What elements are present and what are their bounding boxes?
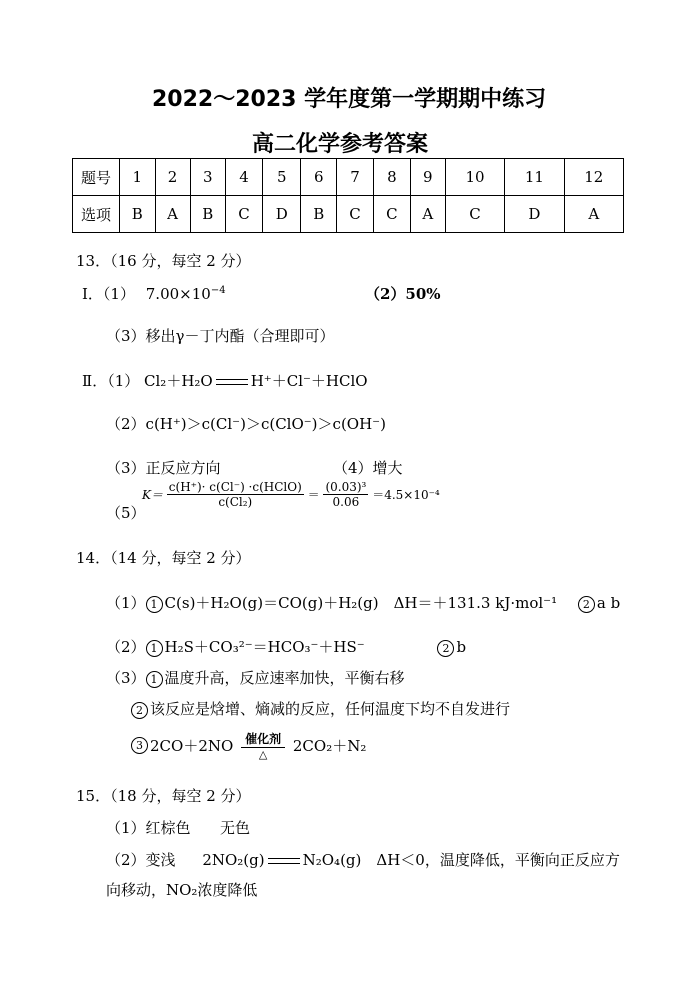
table-cell: D	[262, 196, 301, 233]
q14-header: 14．（14 分，每空 2 分）	[76, 549, 251, 567]
q13-ii5-label: （5）	[106, 504, 146, 522]
equilibrium-arrow-icon	[268, 854, 300, 868]
table-row	[73, 159, 624, 196]
q15-p1b: 无色	[220, 819, 251, 837]
q14-p3-1	[106, 667, 405, 688]
k-value-denominator: 0.06	[332, 495, 360, 509]
q14-p2-answer2: b	[456, 638, 467, 656]
circled-number-icon: 1	[146, 596, 163, 613]
q13-i1-value: 7.00×10	[145, 285, 211, 303]
q15-p2	[106, 849, 620, 870]
k-denominator: c(Cl₂)	[218, 495, 253, 509]
table-row	[73, 196, 624, 233]
q13-i-label: Ⅰ．（1）	[82, 285, 135, 303]
q13-ii1	[82, 370, 368, 391]
q13-i3: （3）移出γ－丁内酯（合理即可）	[106, 327, 335, 345]
table-cell: 5	[262, 159, 301, 196]
q14-p1	[106, 592, 620, 613]
q14-p3-answer1: 温度升高，反应速率加快，平衡右移	[164, 669, 405, 687]
answer-table	[72, 158, 624, 233]
q13-ii-label: Ⅱ．（1）	[82, 372, 140, 390]
k-value-numerator: (0.03)³	[325, 480, 367, 494]
q15-p2-label: （2）变浅	[106, 851, 176, 869]
k-result: ＝4.5×10⁻⁴	[372, 488, 440, 502]
table-cell: A	[564, 196, 623, 233]
circled-number-icon: 2	[578, 596, 595, 613]
table-cell: 10	[445, 159, 504, 196]
q14-p3-right: 2CO₂＋N₂	[292, 737, 367, 755]
circled-number-icon: 2	[437, 640, 454, 657]
table-cell: B	[190, 196, 226, 233]
k-value-fraction	[323, 480, 368, 509]
q14-p3-3	[131, 730, 366, 761]
table-cell: 2	[155, 159, 190, 196]
q13-ii1-left: Cl₂＋H₂O	[144, 372, 213, 390]
table-cell: D	[505, 196, 564, 233]
q13-i1-exponent: −4	[210, 285, 226, 296]
table-cell: B	[120, 196, 156, 233]
q14-p1-label: （1）	[106, 594, 146, 612]
q13-i2: （2）50%	[365, 285, 441, 303]
q13-ii4: （4）增大	[333, 459, 403, 477]
q14-p3-2	[131, 698, 510, 719]
circled-number-icon: 1	[146, 640, 163, 657]
q15-header: 15．（18 分，每空 2 分）	[76, 787, 251, 805]
table-cell: C	[445, 196, 504, 233]
q14-p3-label: （3）	[106, 669, 146, 687]
table-cell: 3	[190, 159, 226, 196]
q13-ii3: （3）正反应方向	[106, 459, 221, 477]
table-cell: C	[226, 196, 263, 233]
table-cell: B	[301, 196, 337, 233]
q14-p2-label: （2）	[106, 638, 146, 656]
circled-number-icon: 2	[131, 702, 148, 719]
equilibrium-constant-formula: K＝ $\frac{\text{c(H⁺)· c(Cl⁻) ·c(HClO)}}{\text{c(Cl₂)}}$ ＝ $\frac{\text{(0.03)³}}{0.06}$ ＝4.5×10⁻⁴	[142, 480, 440, 509]
table-cell: 8	[373, 159, 410, 196]
table-cell: 12	[564, 159, 623, 196]
circled-number-icon: 1	[146, 671, 163, 688]
q15-p2-left: 2NO₂(g)	[202, 851, 265, 869]
row-label: 选项	[73, 196, 120, 233]
page-subtitle: 高二化学参考答案	[252, 132, 429, 157]
q14-p2-equation: H₂S＋CO₃²⁻＝HCO₃⁻＋HS⁻	[164, 638, 365, 656]
catalyst-condition	[241, 730, 285, 761]
q14-p3-answer2: 该反应是焓增、熵减的反应，任何温度下均不自发进行	[150, 700, 511, 718]
q13-header: 13．（16 分，每空 2 分）	[76, 252, 251, 270]
q14-p1-equation: C(s)＋H₂O(g)＝CO(g)＋H₂(g) ΔH＝＋131.3 kJ·mol⁻¹	[164, 594, 558, 612]
table-cell: 4	[226, 159, 263, 196]
k-fraction	[167, 480, 304, 509]
q14-p2	[106, 636, 466, 657]
table-cell: 9	[410, 159, 445, 196]
q14-p3-left: 2CO＋2NO	[150, 737, 234, 755]
table-cell: A	[155, 196, 190, 233]
table-cell: 11	[505, 159, 564, 196]
table-cell: 6	[301, 159, 337, 196]
table-cell: A	[410, 196, 445, 233]
catalyst-label: 催化剂	[241, 730, 285, 748]
k-numerator: c(H⁺)· c(Cl⁻) ·c(HClO)	[168, 480, 302, 494]
table-cell: C	[373, 196, 410, 233]
circled-number-icon: 3	[131, 737, 148, 754]
q13-ii2: （2）c(H⁺)＞c(Cl⁻)＞c(ClO⁻)＞c(OH⁻)	[106, 415, 386, 433]
equilibrium-arrow-icon	[216, 375, 248, 389]
q15-p2-cont: 向移动，NO₂浓度降低	[106, 881, 258, 899]
page-title: 2022～2023 学年度第一学期期中练习	[152, 87, 547, 112]
table-cell: C	[337, 196, 374, 233]
row-label: 题号	[73, 159, 120, 196]
q13-i1	[82, 283, 226, 304]
q14-p1-answer2: a b	[596, 594, 621, 612]
q13-ii1-right: H⁺＋Cl⁻＋HClO	[250, 372, 368, 390]
k-label: K＝	[142, 488, 163, 502]
table-cell: 7	[337, 159, 374, 196]
table-cell: 1	[120, 159, 156, 196]
q15-p2-right: N₂O₄(g) ΔH＜0，温度降低，平衡向正反应方	[302, 851, 620, 869]
heat-icon: △	[258, 748, 268, 761]
q15-p1: （1）红棕色	[106, 819, 191, 837]
